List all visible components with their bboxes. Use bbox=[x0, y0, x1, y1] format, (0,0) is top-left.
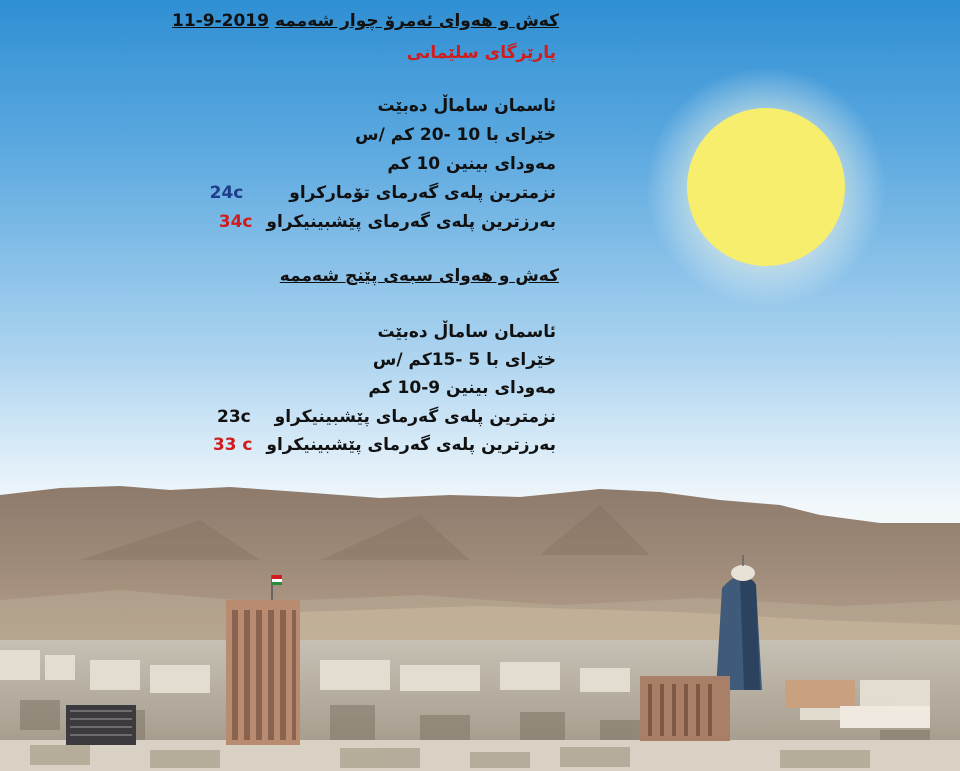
tomorrow-min-value: 23c bbox=[216, 407, 251, 427]
today-region: پارێزگای سلێمانی bbox=[406, 43, 556, 63]
tomorrow-heading: کەش و هەوای سبەی پێنج شەممە bbox=[279, 266, 559, 286]
tomorrow-visibility-line: مەودای بینین 9-10 کم bbox=[368, 378, 556, 398]
tomorrow-min-label: نزمترین پلەی گەرمای پێشبینیکراو bbox=[274, 407, 556, 427]
today-heading-text: کەش و هەوای ئەمرۆ چوار شەممە bbox=[274, 11, 559, 31]
today-heading bbox=[172, 11, 559, 31]
today-min-temp-row bbox=[210, 183, 556, 203]
today-date: 2019-9-11 bbox=[172, 11, 269, 31]
tomorrow-max-value: 33 c bbox=[212, 435, 253, 455]
today-visibility-line: مەودای بینین 10 کم bbox=[387, 154, 556, 174]
today-max-label: بەرزترین پلەی گەرمای پێشبینیکراو bbox=[266, 212, 556, 232]
today-min-label: نزمترین پلەی گەرمای تۆمارکراو bbox=[289, 183, 556, 203]
today-max-temp-row bbox=[219, 212, 556, 232]
sun-icon bbox=[687, 108, 845, 266]
tomorrow-min-temp-row bbox=[217, 407, 556, 427]
flag bbox=[272, 575, 282, 579]
tomorrow-wind-line: خێرای با 5 -15کم /س bbox=[372, 350, 556, 370]
today-sky-line: ئاسمان ساماڵ دەبێت bbox=[377, 96, 556, 116]
today-wind-line: خێرای با 10 -20 کم /س bbox=[355, 125, 556, 145]
tomorrow-sky-line: ئاسمان ساماڵ دەبێت bbox=[377, 322, 556, 342]
tomorrow-max-temp-row bbox=[213, 435, 556, 455]
tomorrow-max-label: بەرزترین پلەی گەرمای پێشبینیکراو bbox=[266, 435, 556, 455]
today-max-value: 34c bbox=[218, 212, 253, 232]
today-min-value: 24c bbox=[209, 183, 244, 203]
